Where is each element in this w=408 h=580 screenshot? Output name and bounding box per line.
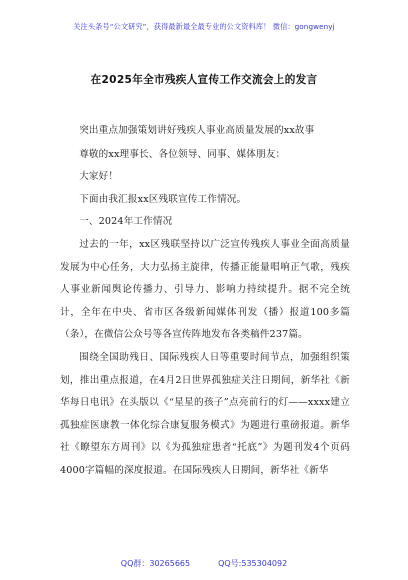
footer-qq-group: QQ群：30265665 — [120, 559, 191, 568]
footer-qq-number: QQ号:535304092 — [218, 559, 288, 568]
intro-paragraph: 下面由我汇报xx区残联宣传工作情况。 — [79, 193, 247, 205]
greeting-paragraph: 大家好！ — [79, 171, 119, 183]
footer-contacts — [0, 558, 408, 569]
subtitle-paragraph: 突出重点加强策划讲好残疾人事业高质量发展的xx故事 — [79, 125, 315, 136]
document-body — [60, 120, 350, 483]
body-paragraph: 围绕全国助残日、国际残疾人日等重要时间节点，加强组织策划，推出重点报道，在4月2日世界孤独症关注日期间，新华社《新华每日电讯》在头版以《“星星的孩子”点亮前行的灯——xxxx建立孤独症医康教一体化综合康复服务模式》为题进行重磅报道。新华社《瞭望东方周刊》以《为孤独症患者“托底”》为题刊发4个页码4000字篇幅的深度报道。在国际残疾人日期间，新华社《新华 — [60, 351, 350, 476]
header-notice: 关注头条号“公文研究”，获得最新最全最专业的公文资料库！ 微信：gongwenyj — [73, 22, 335, 31]
body-paragraph: 过去的一年，xx区残联坚持以广泛宣传残疾人事业全面高质量发展为中心任务，大力弘扬主旋律，传播正能量唱响正气歌，残疾人事业新闻舆论传播力、引导力、影响力持续提升。据不完全统计，全年在中央、省市区各级新闻媒体刊发（播）报道100多篇（条），在微信公众号等各宣传阵地发布各类稿件237篇。 — [60, 238, 350, 341]
section-heading: 一、2024年工作情况 — [79, 216, 173, 228]
salutation-paragraph: 尊敬的xx理事长、各位领导、同事、媒体朋友： — [79, 148, 286, 160]
document-title: 在2025年全市残疾人宣传工作交流会上的发言 — [90, 74, 318, 86]
